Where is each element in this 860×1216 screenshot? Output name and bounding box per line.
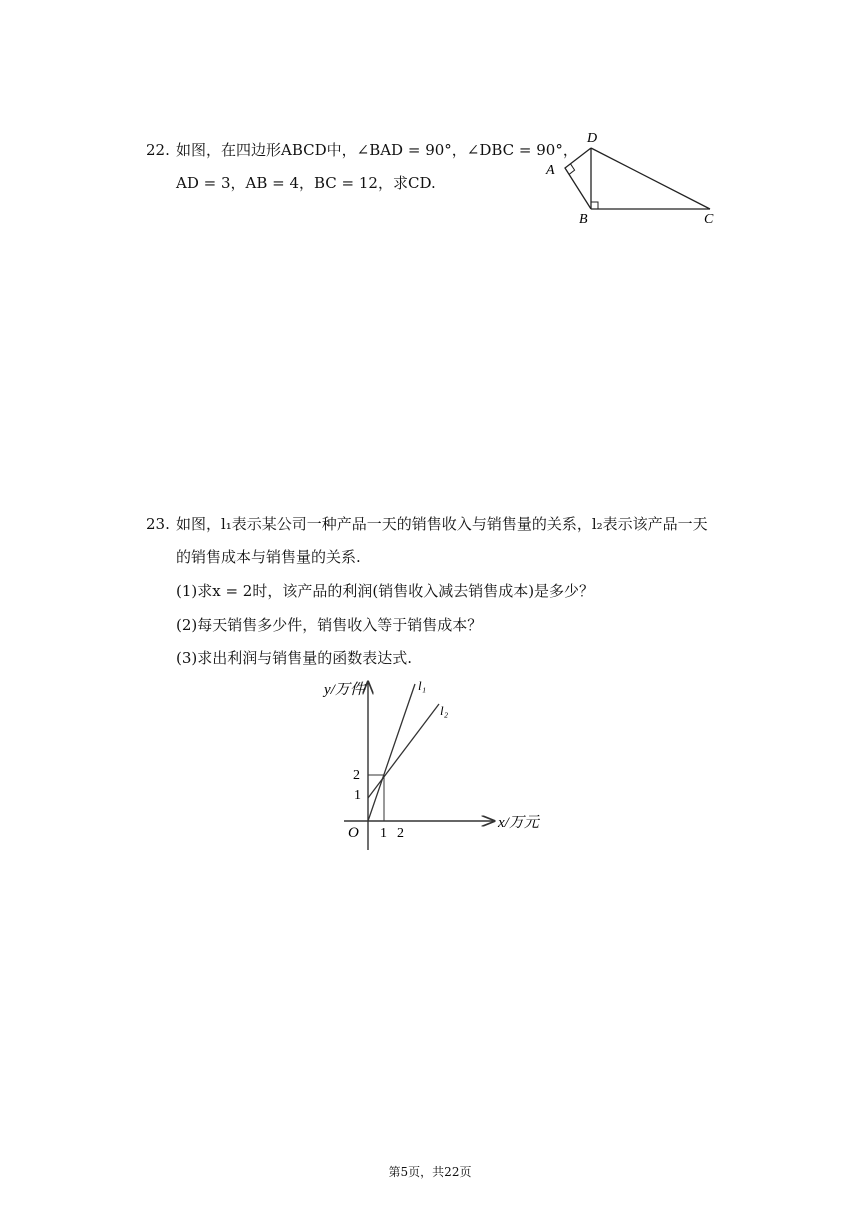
right-angle-mark-b bbox=[591, 202, 598, 209]
question-23-line-2: 的销售成本与销售量的关系. bbox=[176, 548, 361, 566]
line-l1 bbox=[368, 684, 415, 821]
label-c: C bbox=[704, 212, 714, 227]
question-23-sub-3: (3)求出利润与销售量的函数表达式. bbox=[176, 649, 413, 667]
label-b: B bbox=[579, 212, 588, 227]
l2-label: l₂ bbox=[440, 703, 449, 718]
origin-label: O bbox=[348, 825, 359, 841]
page-footer: 第5页，共22页 bbox=[388, 1165, 472, 1179]
x-axis-label: x/万元 bbox=[498, 815, 539, 831]
edge-dc bbox=[591, 148, 710, 209]
y-tick-2: 2 bbox=[353, 768, 360, 783]
label-d: D bbox=[587, 131, 598, 146]
right-angle-mark-a bbox=[569, 164, 574, 175]
edge-dab bbox=[565, 148, 591, 209]
question-22-line-2: AD = 3，AB = 4，BC = 12，求CD. bbox=[176, 174, 436, 192]
label-a: A bbox=[546, 163, 555, 178]
x-tick-1: 1 bbox=[380, 826, 387, 841]
x-tick-2: 2 bbox=[397, 826, 404, 841]
question-22-number: 22. bbox=[146, 141, 170, 159]
y-tick-1: 1 bbox=[354, 788, 361, 803]
y-axis-label: y/万件 bbox=[324, 682, 365, 698]
question-23-number: 23. bbox=[146, 515, 170, 533]
l1-label: l₁ bbox=[418, 678, 427, 693]
question-23-line-1: 如图，l₁表示某公司一种产品一天的销售收入与销售量的关系，l₂表示该产品一天 bbox=[176, 515, 708, 533]
sales-graph bbox=[300, 672, 560, 856]
quadrilateral-figure bbox=[540, 126, 730, 230]
question-23-sub-2: (2)每天销售多少件，销售收入等于销售成本？ bbox=[176, 616, 483, 634]
question-23-sub-1: (1)求x = 2时，该产品的利润(销售收入减去销售成本)是多少？ bbox=[176, 582, 595, 600]
question-22-line-1: 如图，在四边形ABCD中，∠BAD = 90°，∠DBC = 90°， bbox=[176, 141, 578, 159]
